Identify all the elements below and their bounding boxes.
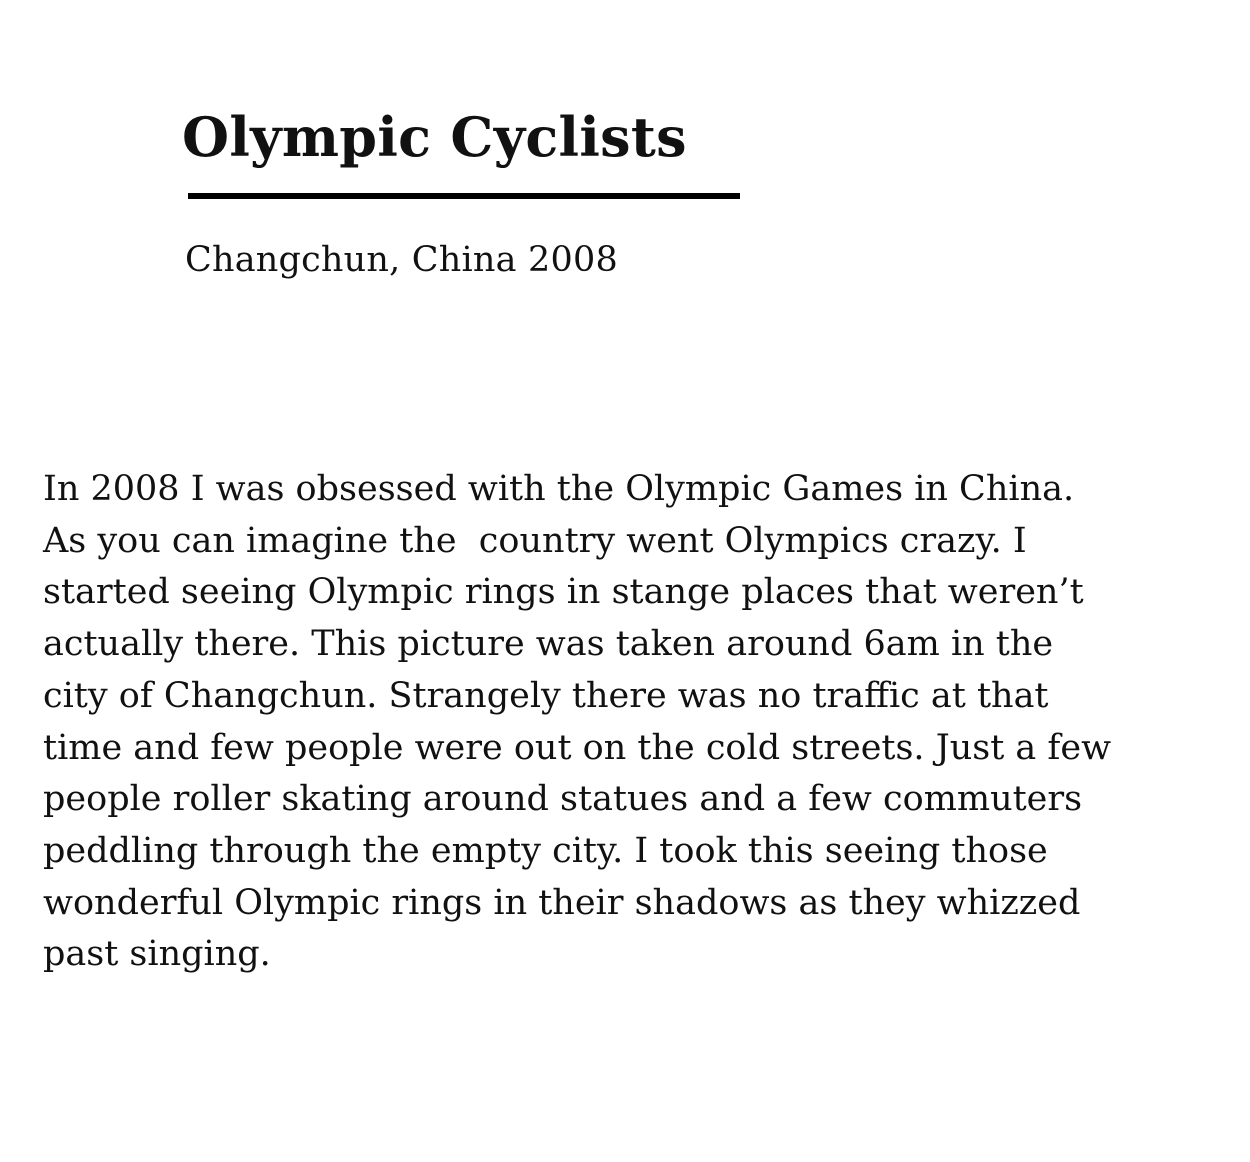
- body-line: wonderful Olympic rings in their shadows as they whizzed: [43, 882, 1081, 923]
- body-line: peddling through the empty city. I took this seeing those: [43, 830, 1048, 871]
- body-line: In 2008 I was obsessed with the Olympic Games in China.: [43, 469, 1075, 509]
- body-line: started seeing Olympic rings in stange places that weren’t: [43, 572, 1084, 613]
- body-line: city of Changchun. Strangely there was no traffic at that: [43, 675, 1049, 716]
- body-line: time and few people were out on the cold streets. Just a few: [43, 727, 1112, 768]
- body-line: people roller skating around statues and a few commuters: [43, 779, 1083, 820]
- body-paragraph: [43, 464, 1238, 981]
- title-underline: [188, 193, 740, 199]
- body-line: past singing.: [43, 934, 271, 975]
- document-title: Olympic Cyclists: [182, 105, 687, 169]
- body-line: As you can imagine the country went Olympics crazy. I: [43, 520, 1027, 561]
- body-line: actually there. This picture was taken around 6am in the: [43, 624, 1054, 665]
- document-subtitle: Changchun, China 2008: [185, 240, 618, 280]
